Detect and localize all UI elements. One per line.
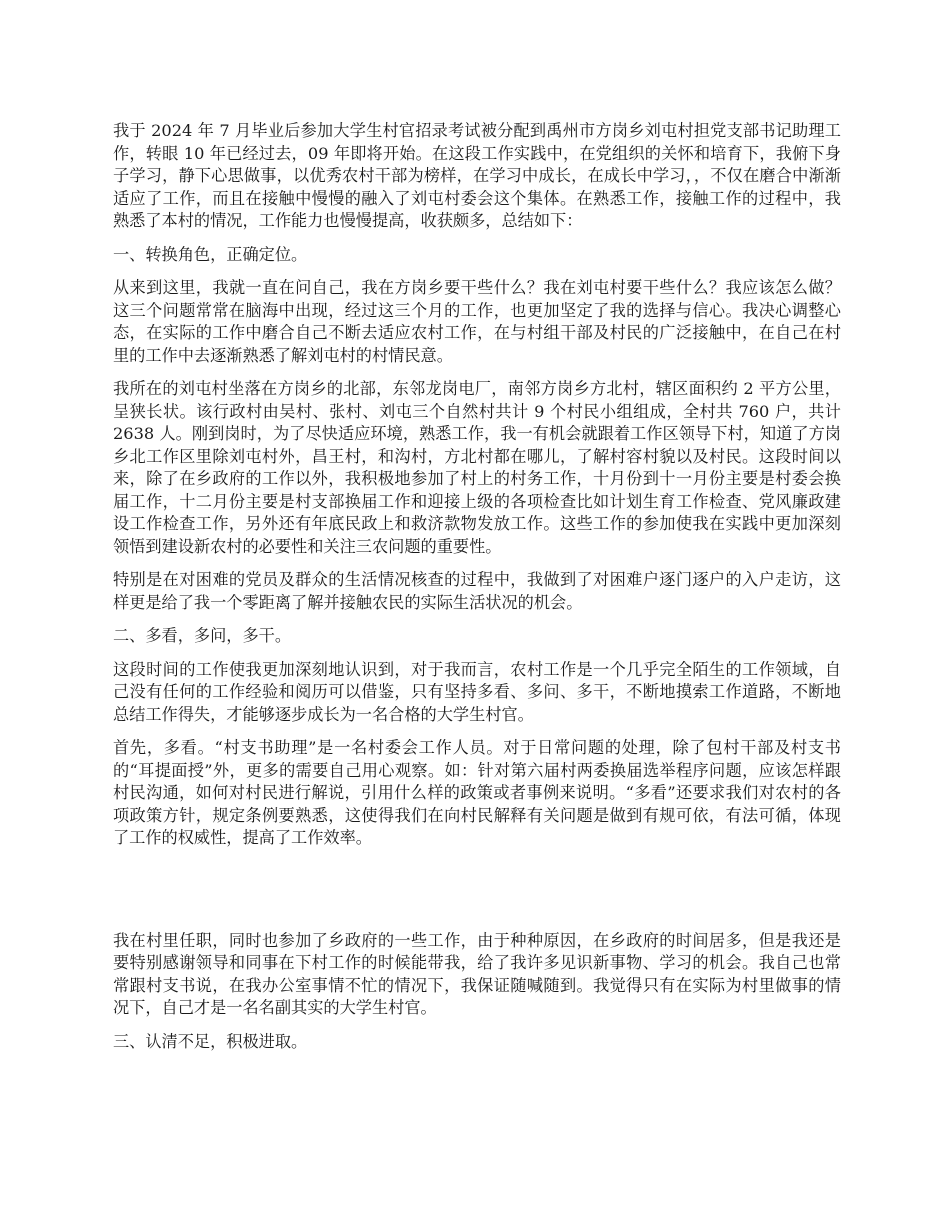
section-heading-1: 一、转换角色，正确定位。 [113,244,308,264]
section-heading-2: 二、多看，多问，多干。 [113,626,292,645]
section-1-paragraph-1: 从来到这里，我就一直在问自己，我在方岗乡要干些什么？我在刘屯村要干些什么？我应该怎么做？这三个问题常常在脑海中出现，经过这三个月的工作，也更加坚定了我的选择与信心。我决心调整心态，在实际的工作中磨合自己不断去适应农村工作，在与村组干部及村民的广泛接触中，在自己在村里的工作中去逐渐熟悉了解刘屯村的村情民意。 [113,278,841,365]
intro-paragraph: 我于 2024 年 7 月毕业后参加大学生村官招录考试被分配到禹州市方岗乡刘屯村担党支部书记助理工作，转眼 10 年已经过去，09 年即将开始。在这段工作实践中，在党组织的关怀和培育下，我俯下身子学习，静下心思做事，以优秀农村干部为榜样，在学习中成长，在成长中学习，，不仅在磨合中渐渐适应了工作，而且在接触中慢慢的融入了刘屯村委会这个集体。在熟悉工作，接触工作的过程中，我熟悉了本村的情况，工作能力也慢慢提高，收获颇多，总结如下： [113,121,841,230]
section-heading-3: 三、认清不足，积极进取。 [113,1031,308,1051]
section-1-paragraph-2: 我所在的刘屯村坐落在方岗乡的北部，东邻龙岗电厂，南邻方岗乡方北村，辖区面积约 2 平方公里，呈狭长状。该行政村由吴村、张村、刘屯三个自然村共计 9 个村民小组组成，全村共 760 户，共计 2638 人。刚到岗时，为了尽快适应环境，熟悉工作，我一有机会就跟着工作区领导下村，知道了方岗乡北工作区里除刘屯村外，昌王村，和沟村，方北村都在哪儿，了解村容村貌以及村民。这段时间以来，除了在乡政府的工作以外，我积极地参加了村上的村务工作，十月份到十一月份主要是村委会换届工作，十二月份主要是村支部换届工作和迎接上级的各项检查比如计划生育工作检查、党风廉政建设工作检查工作，另外还有年底民政上和救济款物发放工作。这些工作的参加使我在实践中更加深刻领悟到建设新农村的必要性和关注三农问题的重要性。 [113,379,841,556]
blank-spacer [113,861,841,930]
section-1-paragraph-3: 特别是在对困难的党员及群众的生活情况核查的过程中，我做到了对困难户逐门逐户的入户走访，这样更是给了我一个零距离了解并接触农民的实际生活状况的机会。 [113,570,841,612]
section-2-paragraph-3: 我在村里任职，同时也参加了乡政府的一些工作，由于种种原因，在乡政府的时间居多，但是我还是要特别感谢领导和同事在下村工作的时候能带我，给了我许多见识新事物、学习的机会。我自己也常常跟村支书说，在我办公室事情不忙的情况下，我保证随喊随到。我觉得只有在实际为村里做事的情况下，自己才是一名名副其实的大学生村官。 [113,930,841,1017]
section-2-paragraph-1: 这段时间的工作使我更加深刻地认识到，对于我而言，农村工作是一个几乎完全陌生的工作领域，自己没有任何的工作经验和阅历可以借鉴，只有坚持多看、多问、多干，不断地摸索工作道路，不断地总结工作得失，才能够逐步成长为一名合格的大学生村官。 [113,659,841,724]
section-2-paragraph-2: 首先，多看。“村支书助理”是一名村委会工作人员。对于日常问题的处理，除了包村干部及村支书的“耳提面授”外，更多的需要自己用心观察。如：针对第六届村两委换届选举程序问题，应该怎样跟村民沟通，如何对村民进行解说，引用什么样的政策或者事例来说明。“多看”还要求我们对农村的各项政策方针，规定条例要熟悉，这使得我们在向村民解释有关问题是做到有规可依，有法可循，体现了工作的权威性，提高了工作效率。 [113,738,841,847]
document-page [113,120,841,1064]
